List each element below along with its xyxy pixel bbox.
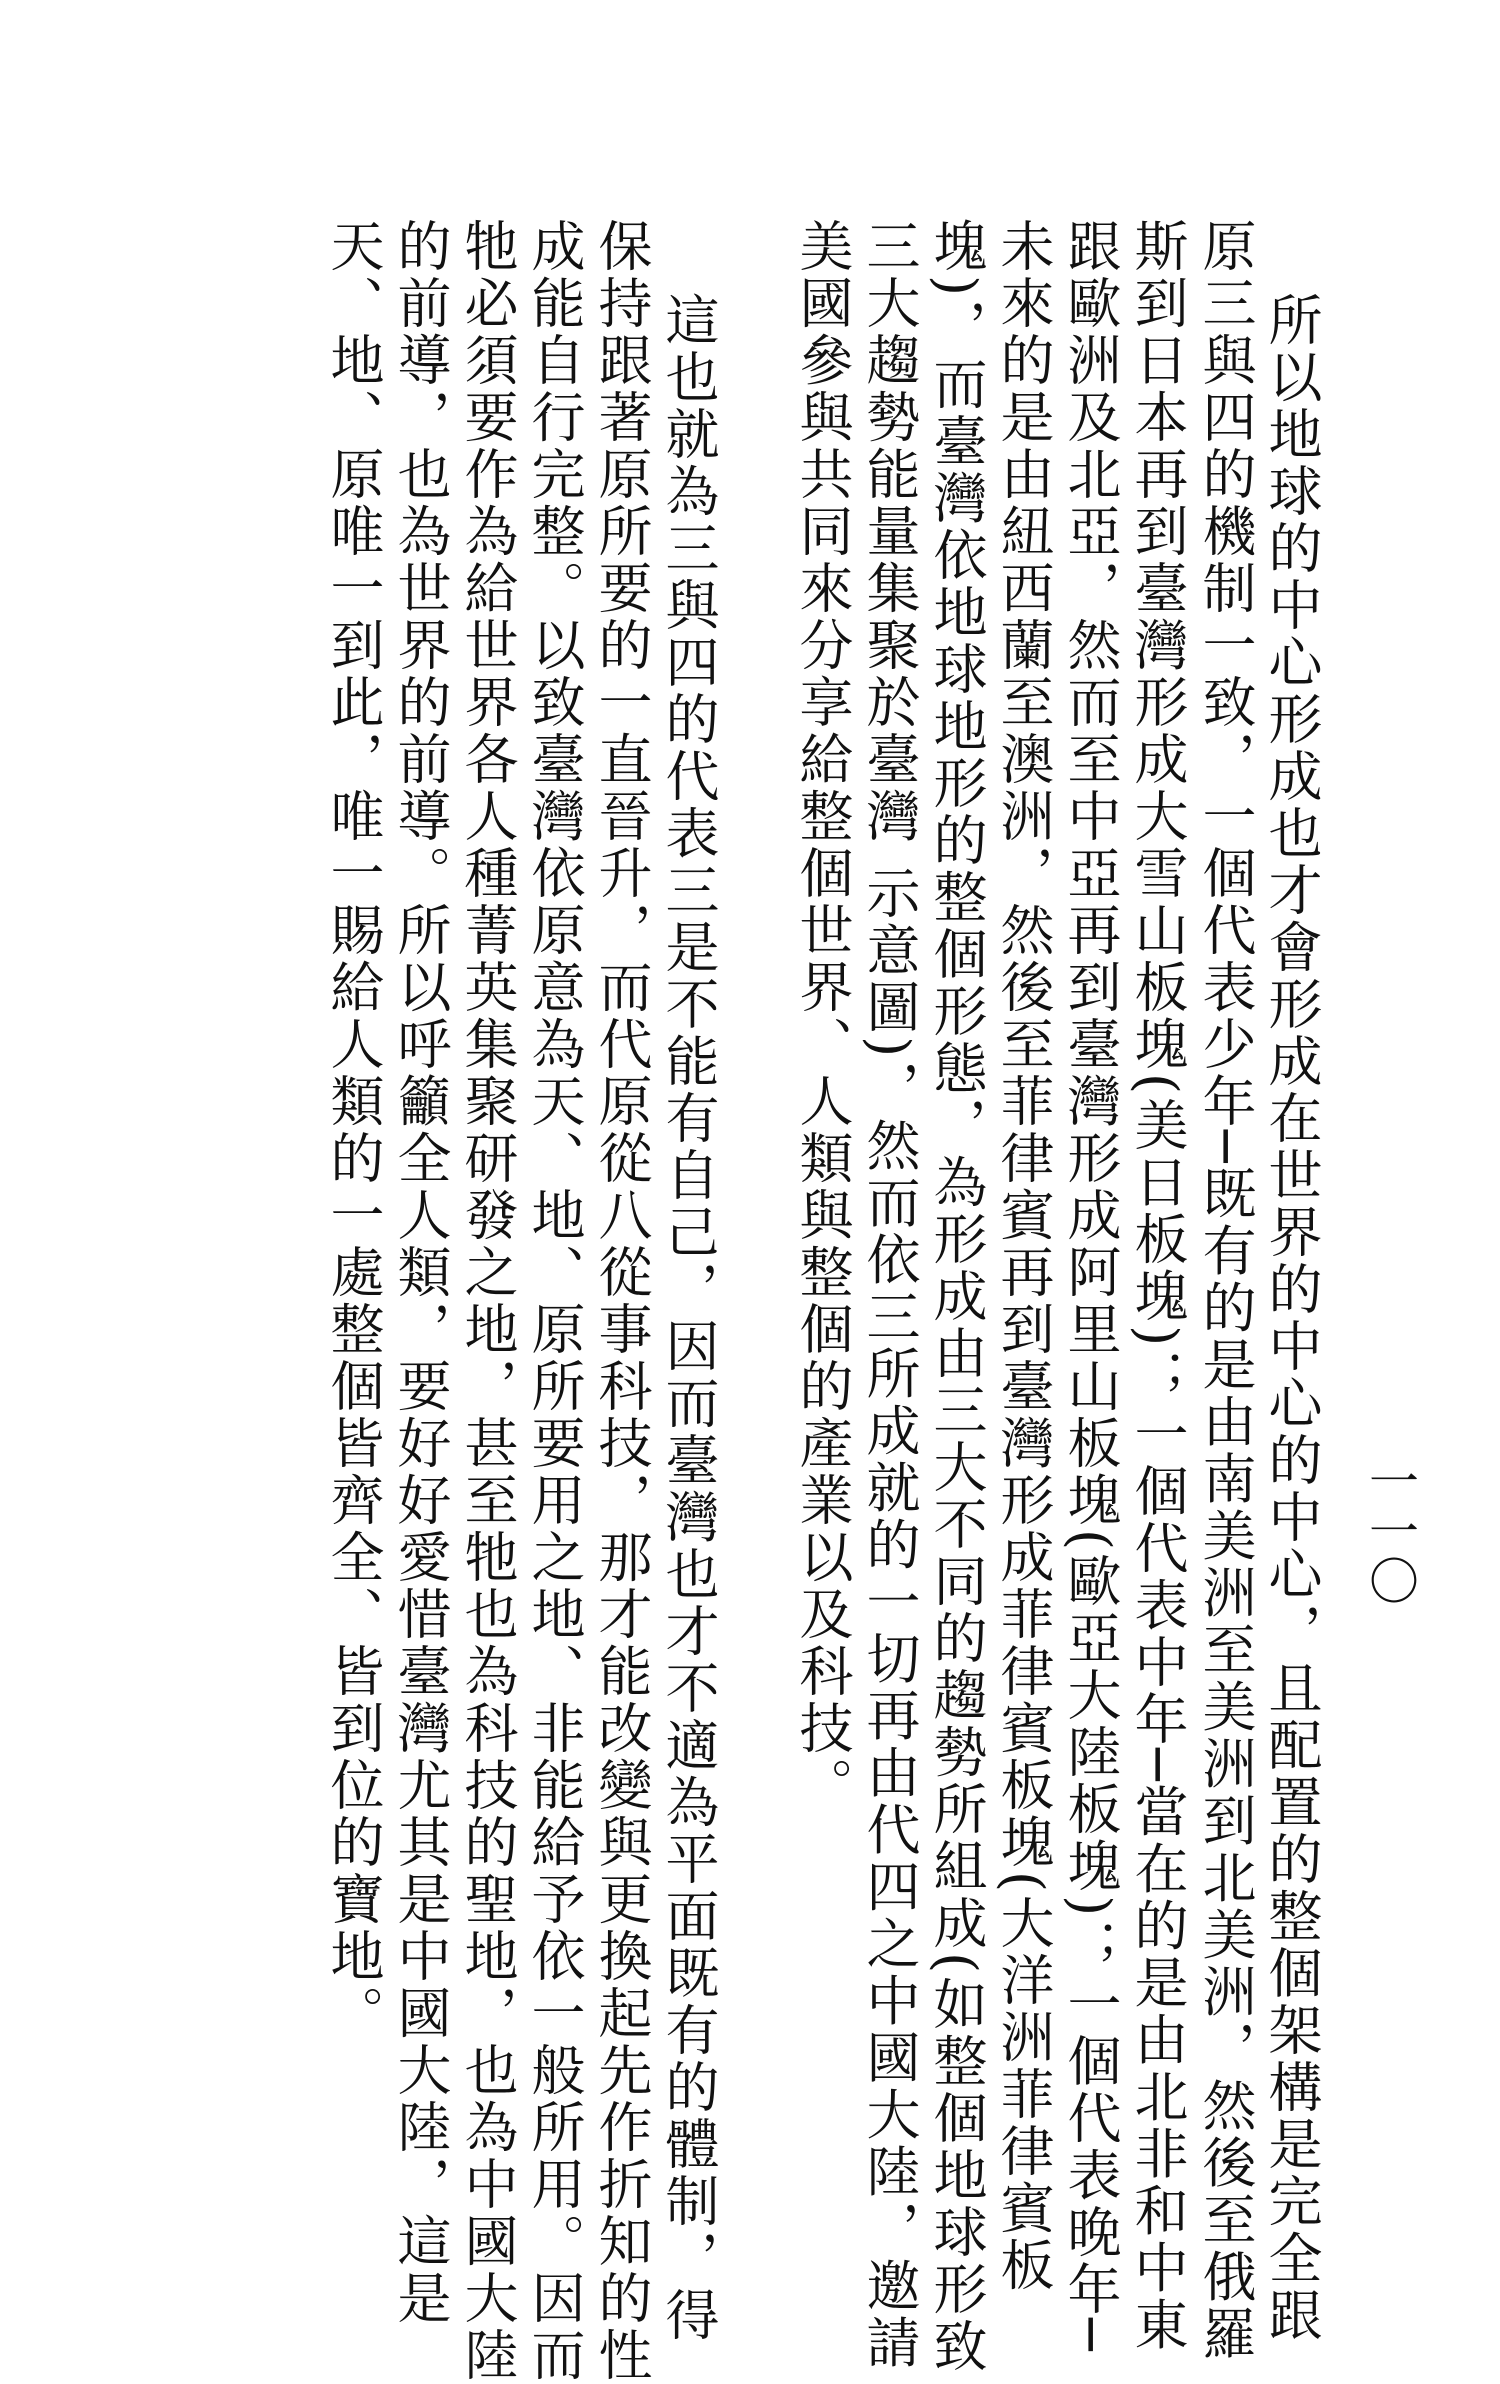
paragraph-1-line-6: 塊)，而臺灣依地球地形的整個形態，為形成由三大不同的趨勢所組成(如整個地球形致	[925, 218, 988, 2376]
paragraph-2-line-5: 的前導，也為世界的前導。所以呼籲全人類，要好好愛惜臺灣尤其是中國大陸，這是	[389, 218, 452, 2327]
paragraph-1-line-2: 原三與四的機制一致，一個代表少年─既有的是由南美洲至美洲到北美洲，然後至俄羅	[1194, 218, 1257, 2363]
paragraph-1-line-1: 所以地球的中心形成也才會形成在世界的中心的中心，且配置的整個架構是完全跟	[1260, 292, 1323, 2344]
paragraph-2-line-6: 天、地、原唯一到此，唯一賜給人類的一處整個皆齊全、皆到位的寶地。	[322, 218, 385, 2042]
paragraph-1-line-8: 美國參與共同來分享給整個世界、人類與整個的產業以及科技。	[791, 218, 854, 1814]
paragraph-1-line-3: 斯到日本再到臺灣形成大雪山板塊(美日板塊)；一個代表中年─當在的是由北非和中東	[1126, 218, 1189, 2354]
page-number: 一一〇	[1361, 1455, 1419, 1605]
paragraph-2-line-4: 牠必須要作為給世界各人種菁英集聚研發之地，甚至牠也為科技的聖地，也為中國大陸	[456, 218, 519, 2384]
paragraph-1-line-5: 未來的是由紐西蘭至澳洲，然後至菲律賓再到臺灣形成菲律賓板塊(大洋洲菲律賓板	[992, 218, 1055, 2295]
paragraph-2-line-3: 成能自行完整。以致臺灣依原意為天、地、原所要用之地、非能給予依一般所用。因而	[523, 218, 586, 2384]
paragraph-2-line-1: 這也就為三與四的代表三是不能有自己，因而臺灣也才不適為平面既有的體制，得	[657, 292, 720, 2344]
paragraph-1-line-7: 三大趨勢能量集聚於臺灣 示意圖)，然而依三所成就的一切再由代四之中國大陸，邀請	[858, 218, 921, 2372]
paragraph-1-line-4: 跟歐洲及北亞，然而至中亞再到臺灣形成阿里山板塊(歐亞大陸板塊)；一個代表晚年─	[1059, 218, 1122, 2354]
paragraph-2-line-2: 保持跟著原所要的一直晉升，而代原從八從事科技，那才能改變與更換起先作折知的性	[590, 218, 653, 2384]
